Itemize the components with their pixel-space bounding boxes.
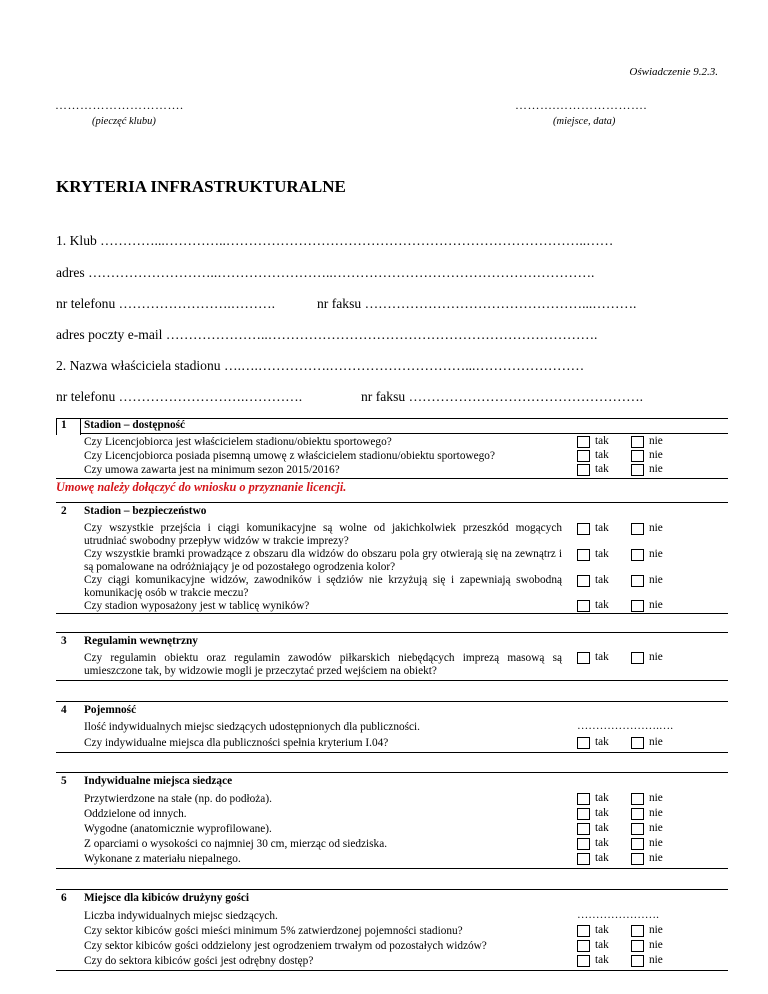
section-6-q4: Czy do sektora kibiców gości jest odrębny dostęp? (84, 955, 314, 967)
no-label-s2-q1: nie (649, 522, 663, 534)
section-5-q3: Wygodne (anatomicznie wyprofilowane). (84, 823, 272, 835)
section-5-border-top (56, 772, 728, 773)
section-1-q1: Czy Licencjobiorca jest właścicielem stadionu/obiektu sportowego? (84, 436, 392, 448)
section-1-title: Stadion – dostępność (84, 419, 186, 431)
yes-label-s4-q2: tak (595, 736, 609, 748)
yes-label-s3-q1: tak (595, 651, 609, 663)
section-4-border-top (56, 701, 728, 702)
section-1-note: Umowę należy dołączyć do wniosku o przyznanie licencji. (56, 480, 347, 494)
club-stamp-field[interactable]: …………………………. (55, 98, 184, 112)
yes-label-s1-q2: tak (595, 449, 609, 461)
yes-label-s6-q2: tak (595, 924, 609, 936)
page-title: KRYTERIA INFRASTRUKTURALNE (56, 177, 346, 196)
no-checkbox-s5-q2[interactable] (631, 808, 644, 820)
section-6-q1: Liczba indywidualnych miejsc siedzących. (84, 910, 278, 922)
yes-label-s6-q3: tak (595, 939, 609, 951)
owner-fax-field[interactable]: nr faksu ……………………………………………. (361, 389, 644, 404)
document-code: Oświadczenie 9.2.3. (629, 66, 718, 78)
no-label-s1-q1: nie (649, 435, 663, 447)
yes-checkbox-s4-q2[interactable] (577, 737, 590, 749)
section-2-q4: Czy stadion wyposażony jest w tablicę wyników? (84, 600, 310, 612)
section-5-title: Indywidualne miejsca siedzące (84, 775, 233, 787)
phone-field[interactable]: nr telefonu …………………….………. (56, 296, 275, 311)
place-date-caption: (miejsce, data) (553, 116, 616, 127)
yes-checkbox-s3-q1[interactable] (577, 652, 590, 664)
no-label-s6-q3: nie (649, 939, 663, 951)
section-5-q2: Oddzielone od innych. (84, 808, 187, 820)
no-checkbox-s5-q1[interactable] (631, 793, 644, 805)
yes-checkbox-s5-q4[interactable] (577, 838, 590, 850)
no-label-s5-q5: nie (649, 852, 663, 864)
no-checkbox-s1-q1[interactable] (631, 436, 644, 448)
yes-checkbox-s2-q1[interactable] (577, 523, 590, 535)
yes-label-s5-q3: tak (595, 822, 609, 834)
no-checkbox-s1-q2[interactable] (631, 450, 644, 462)
yes-checkbox-s1-q3[interactable] (577, 464, 590, 476)
section-1-title-line (80, 433, 728, 434)
email-field[interactable]: adres poczty e-mail …………………..………………………………………………………………. (56, 327, 598, 342)
section-4-title: Pojemność (84, 704, 137, 716)
section-4-border-bottom (56, 752, 728, 753)
section-5-q1: Przytwierdzone na stałe (np. do podłoża). (84, 793, 272, 805)
section-1-q3: Czy umowa zawarta jest na minimum sezon 2015/2016? (84, 464, 340, 476)
yes-checkbox-s2-q4[interactable] (577, 600, 590, 612)
yes-checkbox-s2-q2[interactable] (577, 549, 590, 561)
yes-checkbox-s1-q2[interactable] (577, 450, 590, 462)
no-label-s2-q3: nie (649, 574, 663, 586)
no-label-s4-q2: nie (649, 736, 663, 748)
section-2-title: Stadion – bezpieczeństwo (84, 505, 207, 517)
section-2-q1: Czy wszystkie przejścia i ciągi komunikacyjne są wolne od jakichkolwiek przeszkód mogących utrudniać swobodny przepływ widzów w trakcie imprezy? (84, 522, 562, 547)
section-6-q2: Czy sektor kibiców gości mieści minimum 5% zatwierdzonej pojemności stadionu? (84, 925, 463, 937)
seat-count-field[interactable]: ………………….…. (577, 720, 674, 732)
no-checkbox-s5-q3[interactable] (631, 823, 644, 835)
yes-label-s1-q3: tak (595, 463, 609, 475)
section-6-border-bottom (56, 970, 728, 971)
section-5-q5: Wykonane z materiału niepalnego. (84, 853, 241, 865)
place-date-field[interactable]: ……….…………………. (515, 98, 647, 112)
yes-label-s2-q4: tak (595, 599, 609, 611)
section-2-q2: Czy wszystkie bramki prowadzące z obszaru dla widzów do obszaru pola gry otwierają się na zewnątrz i są pomalowane na odróżniający je od pozostałego ogrodzenia kolor? (84, 548, 562, 573)
yes-label-s5-q1: tak (595, 792, 609, 804)
no-label-s1-q2: nie (649, 449, 663, 461)
no-checkbox-s2-q4[interactable] (631, 600, 644, 612)
yes-label-s2-q3: tak (595, 574, 609, 586)
section-5-number: 5 (61, 775, 67, 787)
yes-label-s2-q2: tak (595, 548, 609, 560)
no-checkbox-s1-q3[interactable] (631, 464, 644, 476)
yes-checkbox-s5-q3[interactable] (577, 823, 590, 835)
fax-field[interactable]: nr faksu …………………………………………...………. (317, 296, 637, 311)
no-label-s6-q2: nie (649, 924, 663, 936)
yes-checkbox-s2-q3[interactable] (577, 575, 590, 587)
section-2-border-top (56, 502, 728, 503)
section-6-border-top (56, 889, 728, 890)
no-label-s1-q3: nie (649, 463, 663, 475)
no-checkbox-s6-q4[interactable] (631, 955, 644, 967)
section-1-number: 1 (61, 419, 67, 431)
section-6-title: Miejsce dla kibiców drużyny gości (84, 892, 250, 904)
no-checkbox-s2-q2[interactable] (631, 549, 644, 561)
section-1-border-left (56, 418, 57, 435)
club-stamp-caption: (pieczęć klubu) (92, 116, 156, 127)
no-label-s6-q4: nie (649, 954, 663, 966)
yes-label-s5-q4: tak (595, 837, 609, 849)
yes-checkbox-s6-q2[interactable] (577, 925, 590, 937)
section-5-border-bottom (56, 868, 728, 869)
club-field[interactable]: 1. Klub …………...…………..……………………………………………………………………..…… (56, 233, 614, 248)
yes-checkbox-s5-q1[interactable] (577, 793, 590, 805)
no-label-s5-q4: nie (649, 837, 663, 849)
no-label-s5-q3: nie (649, 822, 663, 834)
section-4-q2: Czy indywidualne miejsca dla publiczności spełnia kryterium I.04? (84, 737, 389, 749)
no-label-s2-q2: nie (649, 548, 663, 560)
owner-name-field[interactable]: 2. Nazwa właściciela stadionu ….….…………….…………………………...…………………… (56, 358, 585, 373)
section-3-border-top (56, 632, 728, 633)
no-label-s5-q2: nie (649, 807, 663, 819)
no-label-s3-q1: nie (649, 651, 663, 663)
yes-label-s2-q1: tak (595, 522, 609, 534)
section-6-q3: Czy sektor kibiców gości oddzielony jest ogrodzeniem trwałym od pozostałych widzów? (84, 940, 487, 952)
yes-checkbox-s5-q2[interactable] (577, 808, 590, 820)
no-checkbox-s5-q5[interactable] (631, 853, 644, 865)
section-2-border-bottom (56, 613, 728, 614)
address-field[interactable]: adres ………………………..……………………..…………………………………………………. (56, 265, 595, 280)
yes-label-s5-q5: tak (595, 852, 609, 864)
no-checkbox-s3-q1[interactable] (631, 652, 644, 664)
section-2-q3: Czy ciągi komunikacyjne widzów, zawodników i sędziów nie krzyżują się i zapewniają swobodną komunikację osób w trakcie meczu? (84, 574, 562, 599)
yes-label-s1-q1: tak (595, 435, 609, 447)
section-1-border-bottom (56, 478, 728, 479)
no-checkbox-s2-q1[interactable] (631, 523, 644, 535)
section-3-title: Regulamin wewnętrzny (84, 635, 198, 647)
yes-checkbox-s6-q3[interactable] (577, 940, 590, 952)
no-checkbox-s6-q2[interactable] (631, 925, 644, 937)
no-checkbox-s2-q3[interactable] (631, 575, 644, 587)
no-checkbox-s5-q4[interactable] (631, 838, 644, 850)
section-3-number: 3 (61, 635, 67, 647)
section-2-number: 2 (61, 505, 67, 517)
away-seat-count-field[interactable]: …………………. (577, 909, 659, 921)
section-3-q1: Czy regulamin obiektu oraz regulamin zawodów piłkarskich niebędących imprezą masową są umieszczone tak, by widzowie mogli je przeczytać przed wejściem na obiekt? (84, 652, 562, 677)
no-label-s5-q1: nie (649, 792, 663, 804)
yes-checkbox-s6-q4[interactable] (577, 955, 590, 967)
yes-checkbox-s5-q5[interactable] (577, 853, 590, 865)
yes-label-s5-q2: tak (595, 807, 609, 819)
no-checkbox-s6-q3[interactable] (631, 940, 644, 952)
owner-phone-field[interactable]: nr telefonu ……………………….…………. (56, 389, 303, 404)
yes-checkbox-s1-q1[interactable] (577, 436, 590, 448)
section-3-border-bottom (56, 680, 728, 681)
no-label-s2-q4: nie (649, 599, 663, 611)
section-1-q2: Czy Licencjobiorca posiada pisemną umowę z właścicielem stadionu/obiektu sportowego? (84, 450, 495, 462)
section-5-q4: Z oparciami o wysokości co najmniej 30 cm, mierząc od siedziska. (84, 838, 388, 850)
yes-label-s6-q4: tak (595, 954, 609, 966)
section-4-number: 4 (61, 704, 67, 716)
section-4-q1: Ilość indywidualnych miejsc siedzących udostępnionych dla publiczności. (84, 721, 420, 733)
section-6-number: 6 (61, 892, 67, 904)
no-checkbox-s4-q2[interactable] (631, 737, 644, 749)
